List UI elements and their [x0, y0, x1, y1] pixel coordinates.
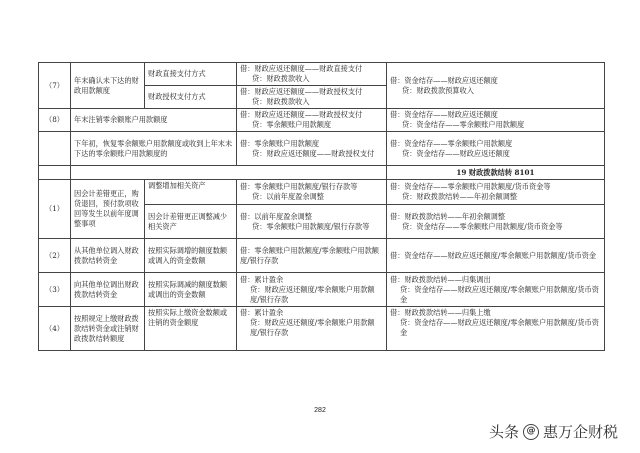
row-sub: 财政授权支付方式	[145, 86, 237, 109]
fin-entry	[387, 273, 605, 307]
row-sub: 财政直接支付方式	[145, 63, 237, 86]
entry-line: 贷：财政应返还额度/零余额账户用款额度/银行存款	[250, 318, 375, 337]
fin-entry	[387, 132, 605, 166]
row-number: （4）	[39, 307, 71, 351]
budget-entry	[237, 132, 387, 166]
accounting-table	[38, 62, 605, 351]
row-item: 年末注销零余额账户用款额度	[71, 109, 237, 132]
page-number: 282	[314, 407, 326, 414]
budget-entry: 借：零余额账户用款额度/零余额账户用款额度/银行存款	[237, 239, 387, 273]
entry-line: 贷：财政拨款收入	[252, 74, 310, 83]
row-item: 因会计差错更正，购货退回，预付款项收回等发生以前年度调整事项	[71, 180, 145, 239]
row-sub: 按照实际上缴资金数额或注销的资金额度	[145, 307, 237, 351]
row-number: （2）	[39, 239, 71, 273]
fin-entry	[387, 63, 605, 109]
entry-line: 借：资金结存——财政应返还额度	[390, 75, 498, 85]
watermark-prefix: 头条	[488, 423, 519, 441]
entry-line: 借：财政应返还额度——财政授权支付	[240, 110, 363, 119]
entry-line: 借：零余额账户用款额度	[240, 138, 320, 148]
entry-line: 借：零余额账户用款额度/银行存款等	[240, 182, 358, 191]
table-row	[39, 63, 605, 86]
budget-entry	[237, 109, 387, 132]
row-item: 年末确认未下达的财政用款额度	[71, 63, 145, 109]
section-title: 19 财政拨款结转 8101	[387, 166, 605, 180]
row-sub: 调整增加相关资产	[145, 180, 237, 205]
budget-entry	[237, 205, 387, 239]
entry-line: 贷：资金结存——零余额账户用款额度/货币资金等	[402, 221, 563, 231]
fin-entry: 借：资金结存——财政应返还额度/零余额账户用款额度/货币资金	[387, 239, 605, 273]
budget-entry	[237, 180, 387, 205]
budget-entry	[237, 307, 387, 351]
entry-line: 贷：零余额账户用款额度	[252, 120, 332, 129]
row-sub: 因会计差错更正调整减少相关资产	[145, 205, 237, 239]
entry-line: 贷：零余额账户用款额度/银行存款等	[252, 221, 370, 231]
fin-entry	[387, 180, 605, 205]
entry-line: 贷：资金结存——财政应返还额度	[402, 148, 510, 158]
row-number: （8）	[39, 109, 71, 132]
entry-line: 贷：资金结存——零余额账户用款额度	[402, 120, 525, 129]
entry-line: 贷：财政拨款预算收入	[402, 85, 474, 95]
entry-line: 借：财政应返还额度——财政授权支付	[240, 87, 363, 96]
entry-line: 借：资金结存——零余额账户用款额度/货币资金等	[390, 182, 551, 191]
table-row	[39, 273, 605, 307]
entry-line: 借：资金结存——财政应返还额度	[390, 110, 498, 119]
entry-line: 借：以前年度盈余调整	[240, 211, 312, 221]
watermark	[489, 421, 618, 442]
fin-entry	[387, 109, 605, 132]
table-row	[39, 180, 605, 205]
row-sub: 按照实际调增的额度数额或调入的资金数额	[145, 239, 237, 273]
table-row	[39, 239, 605, 273]
row-item: 从其他单位调入财政拨款结转资金	[71, 239, 145, 273]
fin-entry	[387, 307, 605, 351]
section-row	[39, 166, 605, 180]
entry-line: 借：累计盈余	[240, 274, 284, 284]
watermark-name: 惠万企财税	[542, 423, 618, 441]
fin-entry	[387, 205, 605, 239]
entry-line: 借：财政拨款结转——归集调出	[390, 274, 491, 284]
entry-line: 贷：资金结存——财政应返还额度/零余额账户用款额度/货币资金	[400, 318, 599, 337]
entry-line: 借：资金结存——零余额账户用款额度	[390, 138, 513, 148]
row-number: （7）	[39, 63, 71, 109]
entry-line: 借：累计盈余	[240, 308, 284, 317]
row-number: （1）	[39, 180, 71, 239]
entry-line: 贷：财政应返还额度/零余额账户用款额度/银行存款	[250, 284, 375, 304]
entry-line: 贷：财政拨款收入	[252, 97, 310, 106]
entry-line: 贷：资金结存——财政应返还额度/零余额账户用款额度/货币资金	[400, 284, 599, 304]
at-icon: @	[523, 424, 539, 440]
row-item: 下年初，恢复零余额账户用款额度或收到上年末未下达的零余额账户用款额度的	[71, 132, 237, 166]
budget-entry	[237, 63, 387, 86]
budget-entry	[237, 273, 387, 307]
entry-line: 借：财政拨款结转——归集上缴	[390, 308, 491, 317]
entry-line: 借：财政应返还额度——财政直接支付	[240, 64, 363, 73]
row-item: 向其他单位调出财政拨款结转资金	[71, 273, 145, 307]
entry-line: 借：财政拨款结转——年初余额调整	[390, 211, 506, 221]
entry-line: 贷：财政拨款结转——年初余额调整	[402, 192, 518, 201]
row-item: 按照规定上缴财政拨款结转资金或注销财政拨款结转额度	[71, 307, 145, 351]
table-row	[39, 307, 605, 351]
table-row	[39, 109, 605, 132]
budget-entry	[237, 86, 387, 109]
row-sub: 按照实际调减的额度数额或调出的资金数额	[145, 273, 237, 307]
entry-line: 贷：财政应返还额度——财政授权支付	[252, 148, 375, 158]
table-row	[39, 132, 605, 166]
row-number: （3）	[39, 273, 71, 307]
entry-line: 贷：以前年度盈余调整	[252, 192, 324, 201]
